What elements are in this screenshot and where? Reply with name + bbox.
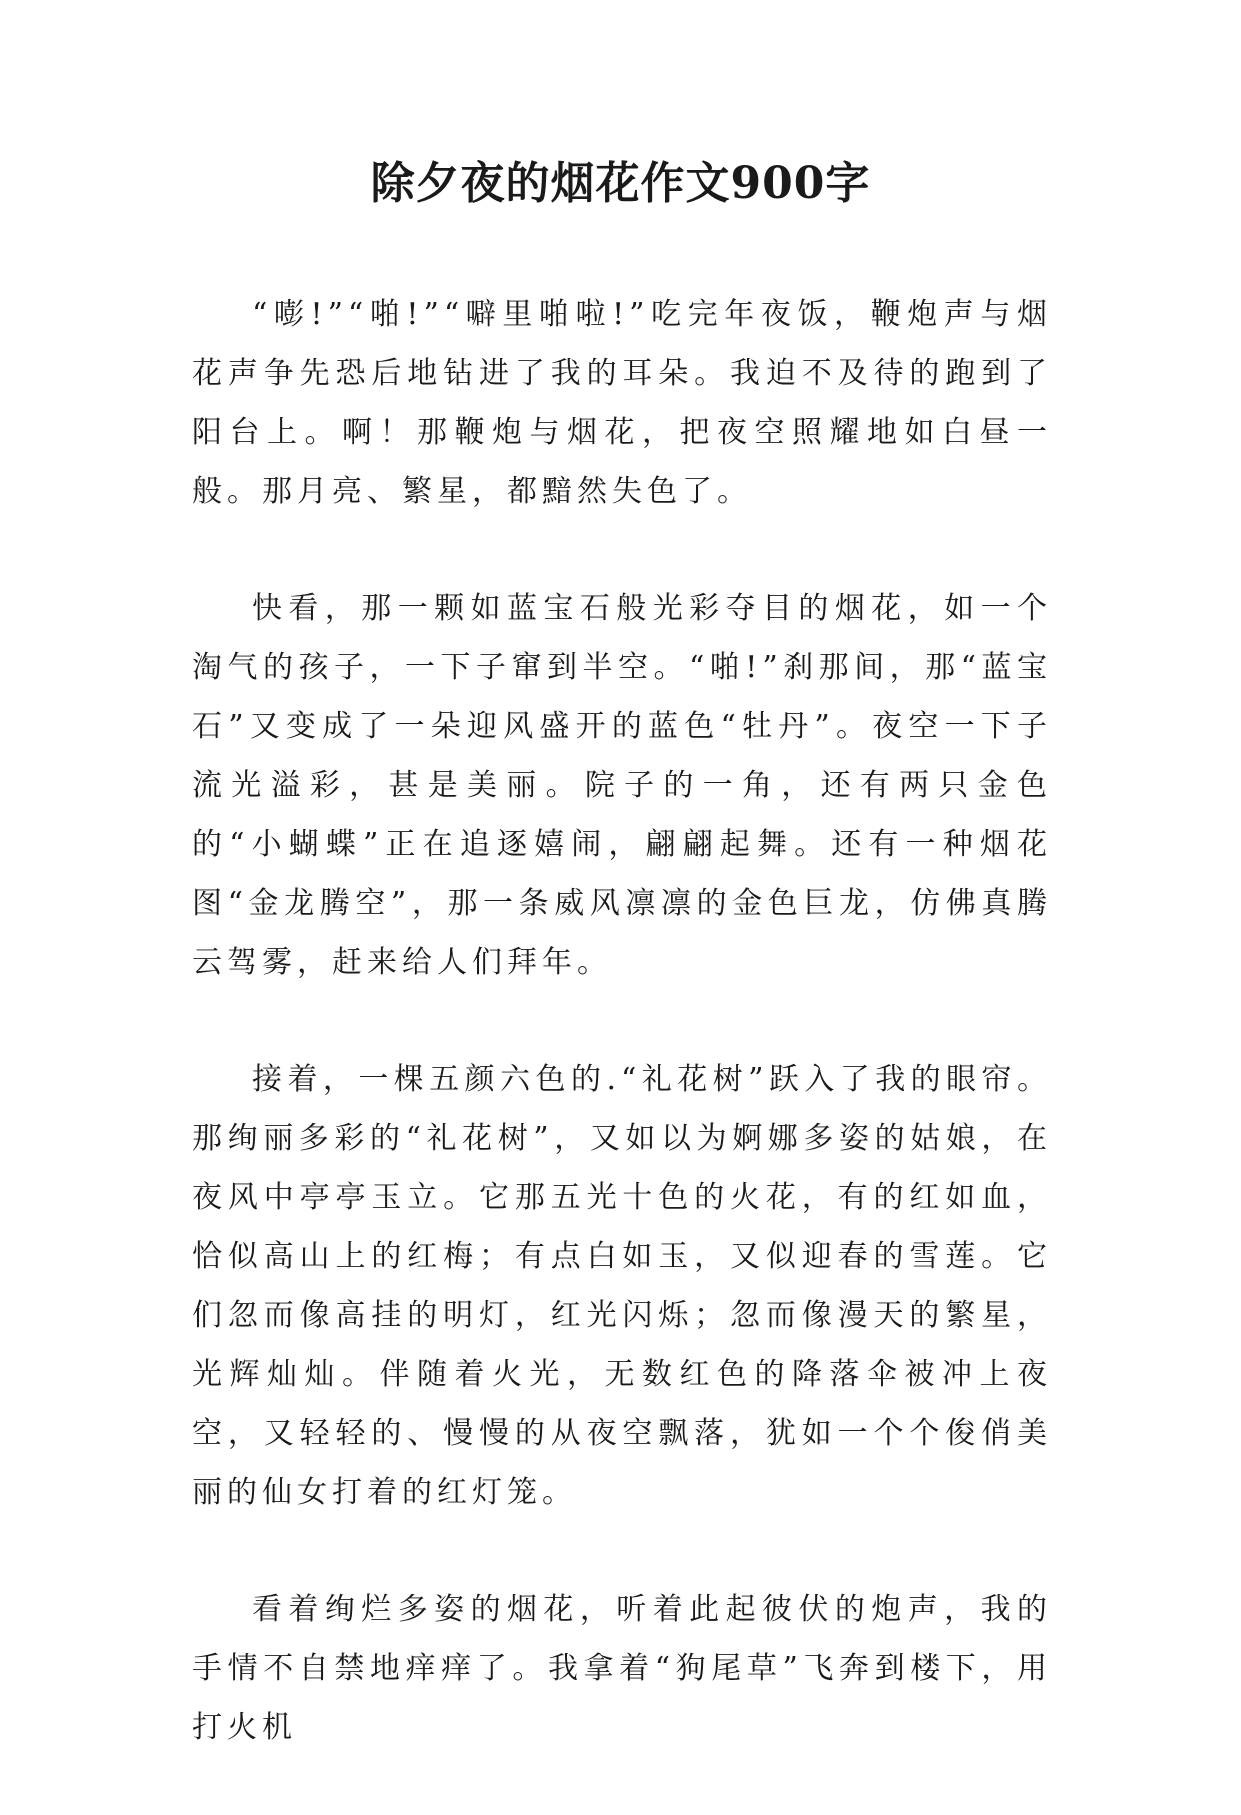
paragraph-3: 接着，一棵五颜六色的.“礼花树”跃入了我的眼帘。那绚丽多彩的“礼花树”，又如以为婀娜多姿的姑娘，在夜风中亭亭玉立。它那五光十色的火花，有的红如血，恰似高山上的红梅；有点白如玉，又似迎春的雪莲。它们忽而像高挂的明灯，红光闪烁；忽而像漫天的繁星，光辉灿灿。伴随着火光，无数红色的降落伞被冲上夜空，又轻轻的、慢慢的从夜空飘落，犹如一个个俊俏美丽的仙女打着的红灯笼。 (192, 1062, 1052, 1510)
document-title: 除夕夜的烟花作文900字 (370, 158, 871, 209)
document-body (192, 285, 1052, 1815)
paragraph-4: 看着绚烂多姿的烟花，听着此起彼伏的炮声，我的手情不自禁地痒痒了。我拿着“狗尾草”飞奔到楼下，用打火机 (192, 1592, 1052, 1745)
paragraph-2: 快看，那一颗如蓝宝石般光彩夺目的烟花，如一个淘气的孩子，一下子窜到半空。“啪!”刹那间，那“蓝宝石”又变成了一朵迎风盛开的蓝色“牡丹”。夜空一下子流光溢彩，甚是美丽。院子的一角，还有两只金色的“小蝴蝶”正在追逐嬉闹，翩翩起舞。还有一种烟花图“金龙腾空”，那一条威风凛凛的金色巨龙，仿佛真腾云驾雾，赶来给人们拜年。 (192, 591, 1052, 980)
paragraph-1: “嘭!”“啪!”“噼里啪啦!”吃完年夜饭，鞭炮声与烟花声争先恐后地钻进了我的耳朵。我迫不及待的跑到了阳台上。啊！那鞭炮与烟花，把夜空照耀地如白昼一般。那月亮、繁星，都黯然失色了。 (192, 297, 1052, 509)
